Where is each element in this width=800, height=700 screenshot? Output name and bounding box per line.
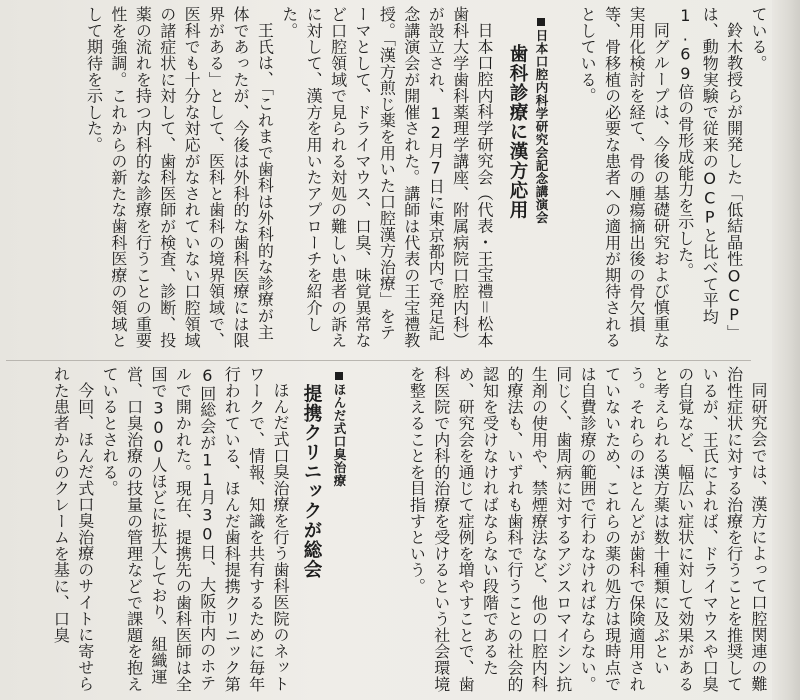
paragraph: ている。 (749, 6, 768, 72)
paragraph: ほんだ式口臭治療を行う歯科医院のネットワークで、情報、知識を共有するために毎年行われている、ほんだ歯科提携クリニック第6回総会が11月30日、大阪市内のホテルで開かれた。現在、提携先の歯科医師は全国で300人ほどに拡大しており、組織運営、口臭治療の技量の管理などで課題を抱えているとされる。 (100, 366, 290, 692)
section-divider (6, 360, 751, 361)
square-bullet-icon (335, 372, 343, 380)
paragraph: 今回、ほんだ式口臭治療のサイトに寄せられた患者からのクレームを基に、口臭 (51, 366, 95, 692)
article-kampo-continuation (350, 366, 770, 696)
article-title: 提携クリニックが総会 (301, 384, 322, 579)
square-bullet-icon (537, 18, 545, 26)
paragraph: 日本口腔内科学研究会（代表・王宝禮＝松本歯科大学歯科薬理学講座、附属病院口腔内科）が設立され、12月7日に東京都内で発足記念講演会が開催された。講師は代表の王宝禮教授。「漢方煎じ薬を用いた口腔漢方治療」をテーマとして、ドライマウス、口臭、味覚異常など口腔領域で見られる対処の難しい患者の訴えに対して、漢方を用いたアプローチを紹介した。 (279, 6, 494, 349)
article-title: 歯科診療に漢方応用 (507, 44, 528, 220)
article-kampo-body (6, 6, 496, 354)
paragraph: 同グループは、今後の基礎研究および慎重な実用化検討を経て、骨の腫瘍摘出後の骨欠損等、骨移植の必要な患者への適用が期待されるとしている。 (578, 6, 671, 349)
article-clinic-body (6, 366, 292, 696)
paragraph: 鈴木教授らが開発した「低結晶性OCP」は、動物実験で従来のOCPと比べて平均1.69倍の骨形成能力を示した。 (675, 6, 744, 341)
article-kicker: 日本口腔内科学研究会記念講演会 (532, 18, 550, 268)
paragraph: 同研究会では、漢方によって口腔関連の難治性症状に対する治療を行うことを推奨しているが、王氏によれば、ドライマウスや口臭の自覚など、幅広い症状に対して効果があると考えられる漢方薬は数十種類に及ぶという。それらのほとんどが歯科で保険適用されていないため、これらの薬の処方は現時点では自費診療の範囲で行わなければならない。同じく、歯周病に対するアジスロマイシン抗生剤の使用や、禁煙療法など、他の口腔内科的療法も、いずれも歯科で行うことの社会的認知を受けなければならない段階であるため、研究会を通じて症例を増やすことで、歯科医院で内科的治療を受けるという社会環境を整えることを目指すという。 (407, 366, 768, 692)
article-kicker: ほんだ式口臭治療 (330, 372, 348, 532)
page-binding-shadow (772, 0, 800, 700)
article-ocp-continuation (578, 6, 770, 354)
paragraph: 王氏は、「これまで歯科は外科的な診療が主体であったが、今後は外科的な歯科医療には限界がある」として、医科と歯科の境界領域で、医科でも十分な対応がなされていない口腔領域の諸症状に対して、歯科医師が検査、診断、投薬の流れを持つ内科的な診療を行うことの重要性を強調。これからの新たな歯科医療の領域として期待を示した。 (84, 6, 275, 349)
